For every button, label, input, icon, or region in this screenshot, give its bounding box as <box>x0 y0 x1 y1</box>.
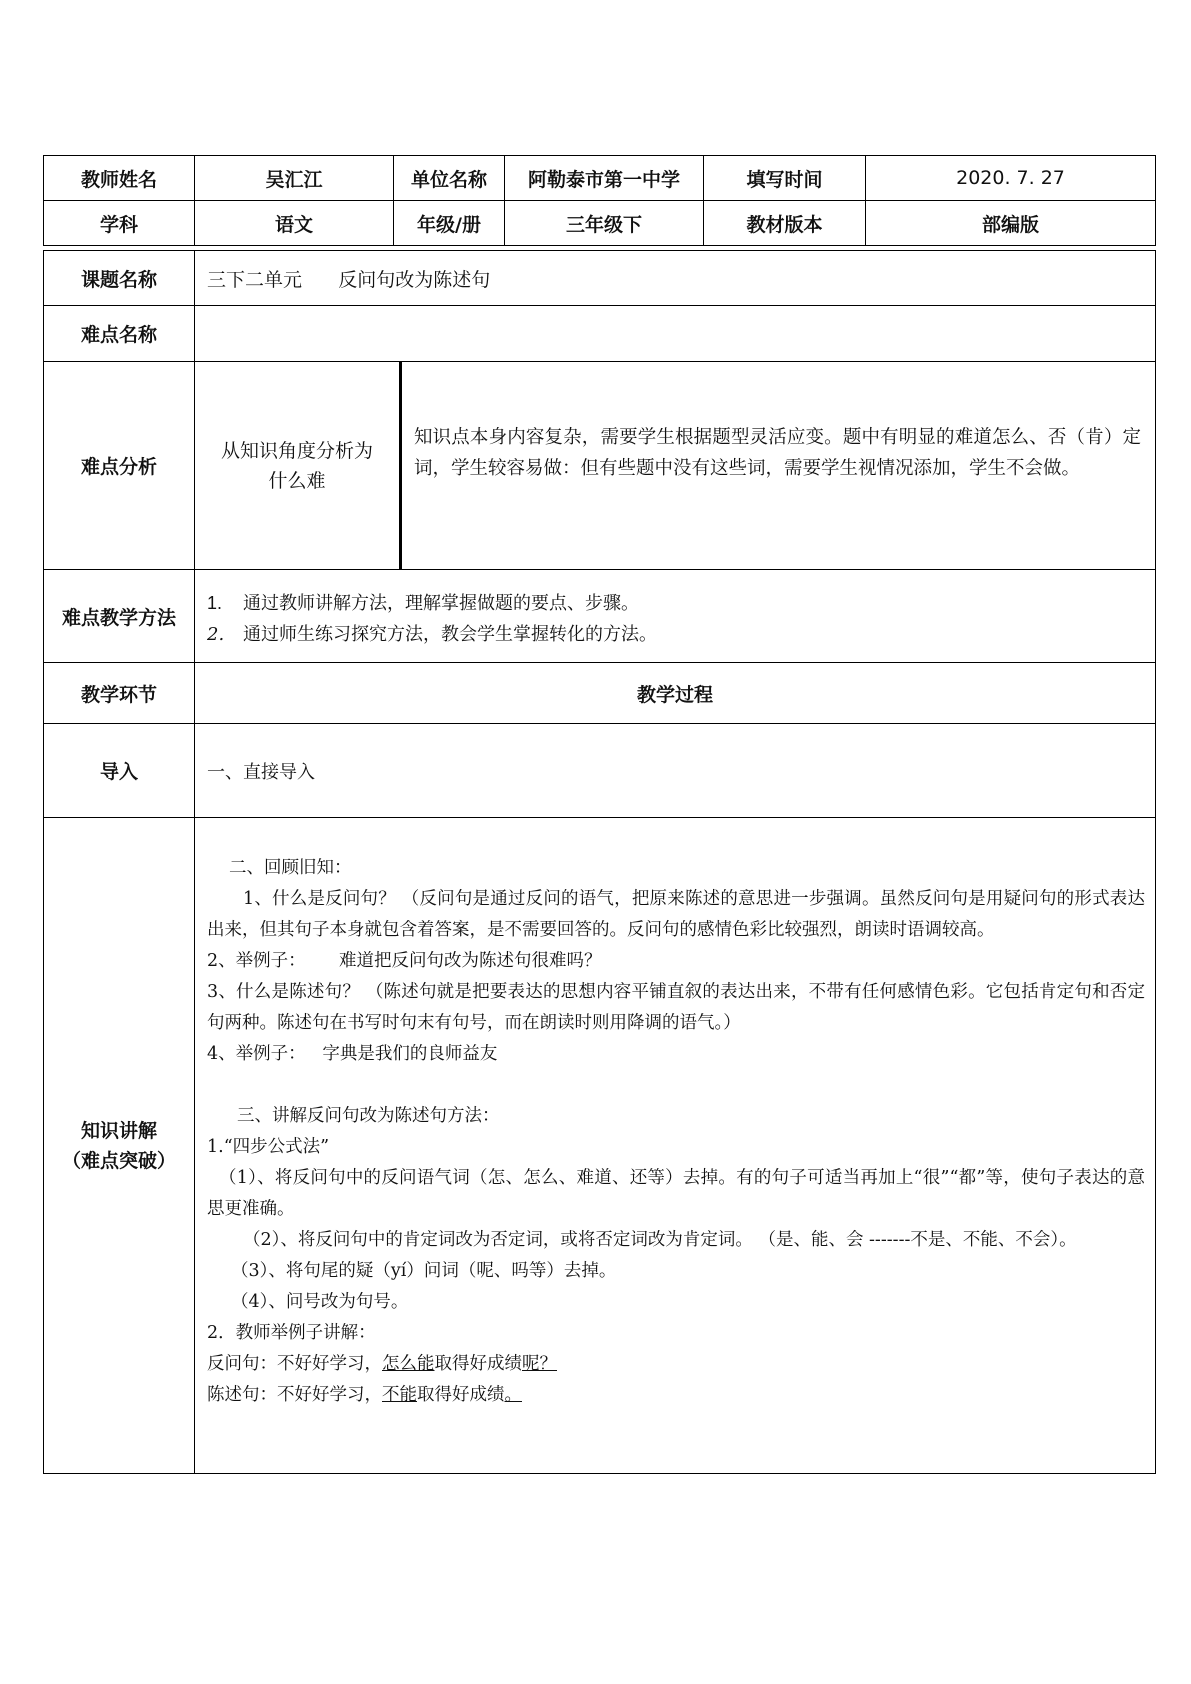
method-item-2-num: 2. <box>207 624 225 645</box>
step-4: （4）、问号改为句号。 <box>231 1292 409 1312</box>
knowledge-label-line1: 知识讲解 <box>80 1119 157 1142</box>
analysis-angle <box>194 361 400 570</box>
topic-label: 课题名称 <box>43 250 195 306</box>
difficulty-value <box>194 305 1156 362</box>
method-item-2-text: 通过师生练习探究方法，教会学生掌握转化的方法。 <box>243 624 657 645</box>
method-item-1-text: 通过教师讲解方法，理解掌握做题的要点、步骤。 <box>243 593 639 614</box>
analysis-angle-line2: 什么难 <box>268 469 326 492</box>
edition-value: 部编版 <box>865 200 1156 246</box>
step-2: （2）、将反问句中的肯定词改为否定词，或将否定词改为肯定词。 （是、能、会 -------不是、不能、不会）。 <box>243 1230 1077 1250</box>
example-declarative-key2: 。 <box>504 1385 522 1405</box>
method-label: 难点教学方法 <box>43 569 195 663</box>
knowledge-content <box>194 817 1156 1474</box>
step-3: （3）、将句尾的疑（yí）问词（呢、吗等）去掉。 <box>231 1261 617 1281</box>
four-step-title: 1.“四步公式法” <box>207 1137 330 1157</box>
example-rhetorical-key1: 怎么能 <box>382 1354 435 1374</box>
method-title: 三、讲解反问句改为陈述句方法： <box>237 1106 500 1126</box>
review-title: 二、回顾旧知： <box>229 858 352 878</box>
method-item-1-num: 1. <box>207 593 223 613</box>
example-declarative <box>207 1380 1145 1411</box>
grade-value: 三年级下 <box>504 200 704 246</box>
example-rhetorical-prefix: 反问句：不好好学习， <box>207 1354 382 1374</box>
difficulty-label: 难点名称 <box>43 305 195 362</box>
intro-text: 一、直接导入 <box>207 761 315 783</box>
analysis-text <box>399 361 1156 570</box>
example-rhetorical <box>207 1349 1145 1380</box>
fill-date-label: 填写时间 <box>703 155 866 201</box>
edition-label: 教材版本 <box>703 200 866 246</box>
spacer <box>207 1070 1145 1101</box>
unit-name-value: 阿勒泰市第一中学 <box>504 155 704 201</box>
review-q4: 4、举例子： 字典是我们的良师益友 <box>207 1044 498 1064</box>
example-declarative-key1: 不能 <box>382 1385 417 1405</box>
example-rhetorical-key2: 呢？ <box>522 1354 557 1374</box>
unit-name-label: 单位名称 <box>393 155 505 201</box>
process-content-label: 教学过程 <box>194 662 1156 724</box>
example-declarative-prefix: 陈述句：不好好学习， <box>207 1385 382 1405</box>
method-item-1 <box>207 588 1143 619</box>
knowledge-label-line2: （难点突破） <box>61 1149 176 1172</box>
example-rhetorical-mid: 取得好成绩 <box>434 1354 522 1374</box>
method-item-2 <box>207 619 1143 650</box>
example-declarative-mid: 取得好成绩 <box>417 1385 505 1405</box>
teacher-name-label: 教师姓名 <box>43 155 195 201</box>
grade-label: 年级/册 <box>393 200 505 246</box>
review-q2: 2、举例子： 难道把反问句改为陈述句很难吗？ <box>207 951 602 971</box>
example-title: 2．教师举例子讲解： <box>207 1323 376 1343</box>
knowledge-label <box>43 817 195 1474</box>
topic-text: 三下二单元 反问句改为陈述句 <box>207 268 491 291</box>
subject-value: 语文 <box>194 200 394 246</box>
intro-value <box>194 723 1156 818</box>
fill-date-value: 2020. 7. 27 <box>865 155 1156 201</box>
analysis-label: 难点分析 <box>43 361 195 570</box>
intro-label: 导入 <box>43 723 195 818</box>
review-q1: 1、什么是反问句？ （反问句是通过反问的语气，把原来陈述的意思进一步强调。虽然反问句是用疑问句的形式表达出来，但其句子本身就包含着答案，是不需要回答的。反问句的感情色彩比较强烈，朗读时语调较高。 <box>207 889 1145 940</box>
analysis-text-body: 知识点本身内容复杂，需要学生根据题型灵活应变。题中有明显的难道怎么、否（肯）定词，学生较容易做：但有些题中没有这些词，需要学生视情况添加，学生不会做。 <box>414 427 1141 479</box>
analysis-angle-line1: 从知识角度分析为 <box>220 439 373 462</box>
method-value <box>194 569 1156 663</box>
review-q3: 3、什么是陈述句？ （陈述句就是把要表达的思想内容平铺直叙的表达出来，不带有任何感情色彩。它包括肯定句和否定句两种。陈述句在书写时句末有句号，而在朗读时则用降调的语气。） <box>207 982 1145 1033</box>
topic-value <box>194 250 1156 306</box>
process-stage-label: 教学环节 <box>43 662 195 724</box>
subject-label: 学科 <box>43 200 195 246</box>
teacher-name-value: 吴汇江 <box>194 155 394 201</box>
step-1: （1）、将反问句中的反问语气词（怎、怎么、难道、还等）去掉。有的句子可适当再加上“很”“都”等，使句子表达的意思更准确。 <box>207 1168 1145 1219</box>
